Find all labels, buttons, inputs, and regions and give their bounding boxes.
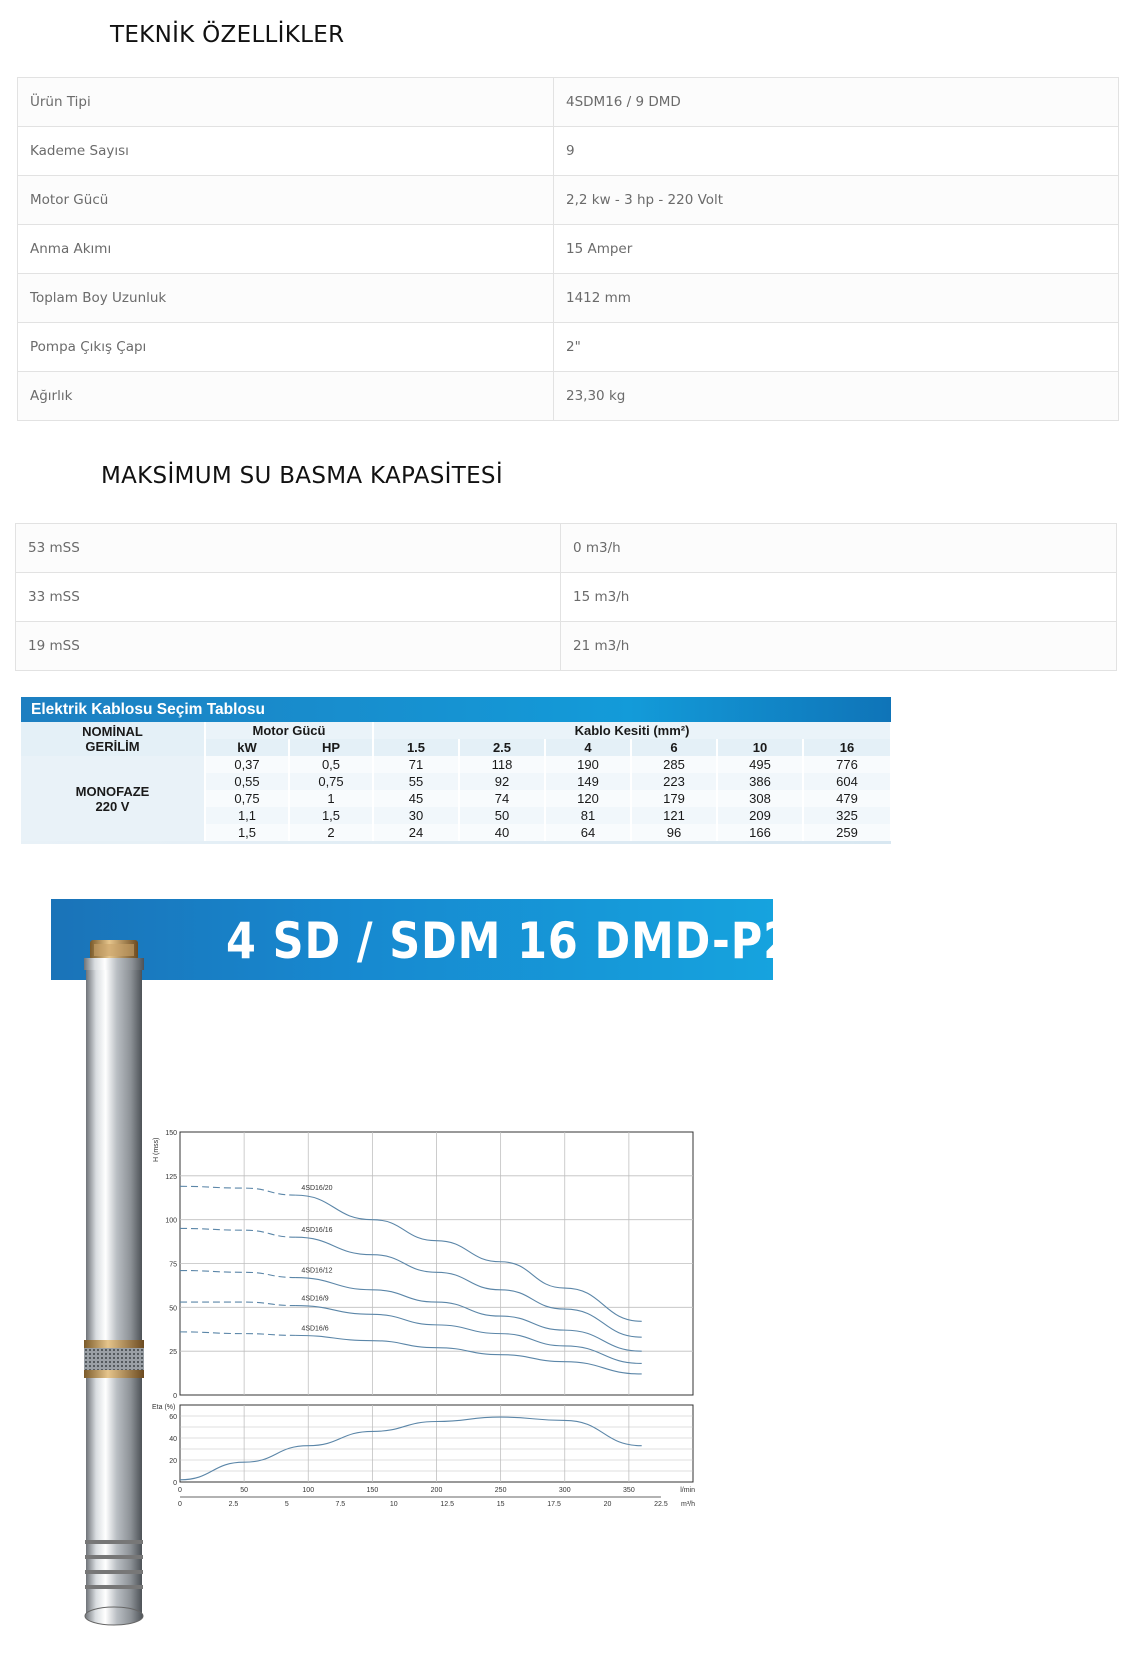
kw-cell: 0,75 bbox=[205, 790, 289, 807]
submersible-pump-image bbox=[80, 940, 148, 1635]
spec-label: Ürün Tipi bbox=[18, 78, 554, 127]
x-tick-lmin: 300 bbox=[558, 1487, 571, 1494]
eta-curve bbox=[180, 1417, 642, 1480]
cable-length-cell: 50 bbox=[459, 807, 545, 824]
capacity-row bbox=[16, 524, 1117, 573]
spec-value: 23,30 kg bbox=[554, 372, 1119, 421]
cable-length-cell: 386 bbox=[717, 773, 803, 790]
cable-table-bottom-rule bbox=[21, 841, 891, 844]
spec-row bbox=[18, 323, 1119, 372]
cable-length-cell: 40 bbox=[459, 824, 545, 841]
eta-axis-label: Eta (%) bbox=[152, 1404, 176, 1411]
cable-section-col: 2.5 bbox=[459, 739, 545, 756]
cable-length-cell: 121 bbox=[631, 807, 717, 824]
spec-value: 4SDM16 / 9 DMD bbox=[554, 78, 1119, 127]
capacity-flow: 21 m3/h bbox=[561, 622, 1117, 671]
x-tick-m3h: 10 bbox=[389, 1501, 398, 1508]
hp-cell: 0,5 bbox=[289, 756, 373, 773]
eta-tick-label: 60 bbox=[169, 1414, 177, 1421]
cable-section-col: 6 bbox=[631, 739, 717, 756]
spec-row bbox=[18, 274, 1119, 323]
spec-label: Toplam Boy Uzunluk bbox=[18, 274, 554, 323]
x-unit-lmin: l/min bbox=[680, 1487, 695, 1494]
cable-section-col: 10 bbox=[717, 739, 803, 756]
x-unit-m3h: m³/h bbox=[681, 1501, 695, 1508]
spec-value: 2" bbox=[554, 323, 1119, 372]
capacity-row bbox=[16, 622, 1117, 671]
spec-label: Anma Akımı bbox=[18, 225, 554, 274]
head-axis-label: H (mss) bbox=[153, 1137, 160, 1162]
cable-length-cell: 325 bbox=[803, 807, 891, 824]
cable-length-cell: 223 bbox=[631, 773, 717, 790]
x-tick-m3h: 2.5 bbox=[228, 1501, 239, 1508]
kw-cell: 1,5 bbox=[205, 824, 289, 841]
hp-cell: 2 bbox=[289, 824, 373, 841]
capacity-flow: 0 m3/h bbox=[561, 524, 1117, 573]
series-label: 4SD16/9 bbox=[301, 1295, 329, 1303]
cable-section-header: Kablo Kesiti (mm²) bbox=[373, 722, 891, 739]
eta-tick-label: 20 bbox=[169, 1458, 177, 1465]
kw-cell: 0,37 bbox=[205, 756, 289, 773]
head-tick-label: 50 bbox=[169, 1305, 177, 1313]
voltage-group-line1: MONOFAZE bbox=[75, 783, 150, 799]
nominal-voltage-header-label: NOMİNAL GERİLİM bbox=[82, 724, 143, 754]
cable-length-cell: 96 bbox=[631, 824, 717, 841]
head-tick-label: 25 bbox=[169, 1349, 177, 1357]
x-tick-m3h: 22.5 bbox=[654, 1501, 668, 1508]
head-tick-label: 0 bbox=[173, 1393, 177, 1400]
chart-labels bbox=[152, 1130, 695, 1508]
section-title-capacity: MAKSİMUM SU BASMA KAPASİTESİ bbox=[101, 463, 503, 489]
spec-row bbox=[18, 176, 1119, 225]
spec-value: 2,2 kw - 3 hp - 220 Volt bbox=[554, 176, 1119, 225]
head-curve bbox=[295, 1195, 641, 1321]
capacity-head: 53 mSS bbox=[16, 524, 561, 573]
eta-tick-label: 40 bbox=[169, 1436, 177, 1443]
hp-header: HP bbox=[289, 739, 373, 756]
hp-cell: 1,5 bbox=[289, 807, 373, 824]
head-curve-dashed bbox=[180, 1228, 295, 1237]
performance-chart bbox=[150, 1090, 770, 1570]
series-label: 4SD16/12 bbox=[301, 1267, 333, 1275]
spec-row bbox=[18, 225, 1119, 274]
cable-length-cell: 190 bbox=[545, 756, 631, 773]
cable-selection-table bbox=[21, 697, 891, 850]
kw-cell: 1,1 bbox=[205, 807, 289, 824]
x-tick-lmin: 250 bbox=[494, 1487, 507, 1494]
voltage-group-line2: 220 V bbox=[95, 798, 130, 814]
nominal-voltage-header bbox=[21, 722, 205, 756]
capacity-head: 19 mSS bbox=[16, 622, 561, 671]
cable-length-cell: 209 bbox=[717, 807, 803, 824]
cable-table-title: Elektrik Kablosu Seçim Tablosu bbox=[21, 697, 891, 722]
x-tick-lmin: 0 bbox=[178, 1487, 182, 1494]
product-title: 4 SD / SDM 16 DMD-P2 bbox=[226, 912, 794, 970]
spec-value: 1412 mm bbox=[554, 274, 1119, 323]
spec-label: Ağırlık bbox=[18, 372, 554, 421]
spec-value: 9 bbox=[554, 127, 1119, 176]
cable-length-cell: 71 bbox=[373, 756, 459, 773]
x-tick-m3h: 17.5 bbox=[547, 1501, 561, 1508]
capacity-table bbox=[15, 523, 1117, 671]
series-label: 4SD16/16 bbox=[301, 1227, 333, 1235]
cable-length-cell: 179 bbox=[631, 790, 717, 807]
cable-length-cell: 149 bbox=[545, 773, 631, 790]
voltage-group-cell bbox=[21, 756, 205, 841]
cable-section-col: 1.5 bbox=[373, 739, 459, 756]
section-title-technical: TEKNİK ÖZELLİKLER bbox=[110, 22, 345, 48]
head-tick-label: 75 bbox=[169, 1261, 177, 1269]
x-tick-lmin: 150 bbox=[366, 1487, 379, 1494]
x-tick-lmin: 350 bbox=[623, 1487, 635, 1494]
spec-label: Motor Gücü bbox=[18, 176, 554, 225]
head-curve-dashed bbox=[180, 1332, 295, 1336]
capacity-head: 33 mSS bbox=[16, 573, 561, 622]
cable-length-cell: 776 bbox=[803, 756, 891, 773]
cable-length-cell: 118 bbox=[459, 756, 545, 773]
series-label: 4SD16/20 bbox=[301, 1185, 333, 1193]
spec-value: 15 Amper bbox=[554, 225, 1119, 274]
head-curve-dashed bbox=[180, 1186, 295, 1195]
spec-row bbox=[18, 127, 1119, 176]
x-tick-m3h: 20 bbox=[603, 1501, 612, 1508]
cable-length-cell: 74 bbox=[459, 790, 545, 807]
cable-length-cell: 479 bbox=[803, 790, 891, 807]
cable-length-cell: 45 bbox=[373, 790, 459, 807]
x-tick-m3h: 12.5 bbox=[440, 1501, 454, 1508]
head-curve bbox=[295, 1335, 641, 1374]
cable-length-cell: 81 bbox=[545, 807, 631, 824]
chart-curves bbox=[180, 1186, 642, 1479]
x-tick-m3h: 7.5 bbox=[335, 1501, 346, 1508]
cable-section-col: 4 bbox=[545, 739, 631, 756]
x-tick-lmin: 200 bbox=[430, 1487, 443, 1494]
x-tick-m3h: 0 bbox=[178, 1501, 182, 1508]
kw-header: kW bbox=[205, 739, 289, 756]
cable-length-cell: 55 bbox=[373, 773, 459, 790]
series-label: 4SD16/6 bbox=[301, 1325, 329, 1333]
kw-cell: 0,55 bbox=[205, 773, 289, 790]
spec-table bbox=[17, 77, 1119, 421]
motor-power-header: Motor Gücü bbox=[205, 722, 373, 739]
hp-cell: 0,75 bbox=[289, 773, 373, 790]
head-curve-dashed bbox=[180, 1302, 295, 1306]
cable-length-cell: 166 bbox=[717, 824, 803, 841]
head-tick-label: 125 bbox=[165, 1173, 177, 1181]
head-curve-dashed bbox=[180, 1271, 295, 1278]
cable-length-cell: 604 bbox=[803, 773, 891, 790]
cable-length-cell: 30 bbox=[373, 807, 459, 824]
spec-row bbox=[18, 372, 1119, 421]
cable-length-cell: 285 bbox=[631, 756, 717, 773]
cable-length-cell: 308 bbox=[717, 790, 803, 807]
x-tick-lmin: 100 bbox=[302, 1487, 315, 1494]
x-tick-lmin: 50 bbox=[240, 1487, 249, 1494]
spec-label: Pompa Çıkış Çapı bbox=[18, 323, 554, 372]
spec-label: Kademe Sayısı bbox=[18, 127, 554, 176]
capacity-row bbox=[16, 573, 1117, 622]
cable-length-cell: 120 bbox=[545, 790, 631, 807]
x-tick-m3h: 5 bbox=[284, 1501, 289, 1508]
product-banner bbox=[51, 899, 794, 980]
x-tick-m3h: 15 bbox=[496, 1501, 505, 1508]
cable-length-cell: 64 bbox=[545, 824, 631, 841]
cable-length-cell: 259 bbox=[803, 824, 891, 841]
cable-row bbox=[21, 756, 891, 773]
cable-length-cell: 92 bbox=[459, 773, 545, 790]
capacity-flow: 15 m3/h bbox=[561, 573, 1117, 622]
head-tick-label: 150 bbox=[165, 1130, 177, 1137]
eta-tick-label: 0 bbox=[173, 1480, 177, 1487]
hp-cell: 1 bbox=[289, 790, 373, 807]
cable-length-cell: 24 bbox=[373, 824, 459, 841]
cable-section-col: 16 bbox=[803, 739, 891, 756]
spec-row bbox=[18, 78, 1119, 127]
cable-length-cell: 495 bbox=[717, 756, 803, 773]
head-tick-label: 100 bbox=[165, 1217, 177, 1225]
